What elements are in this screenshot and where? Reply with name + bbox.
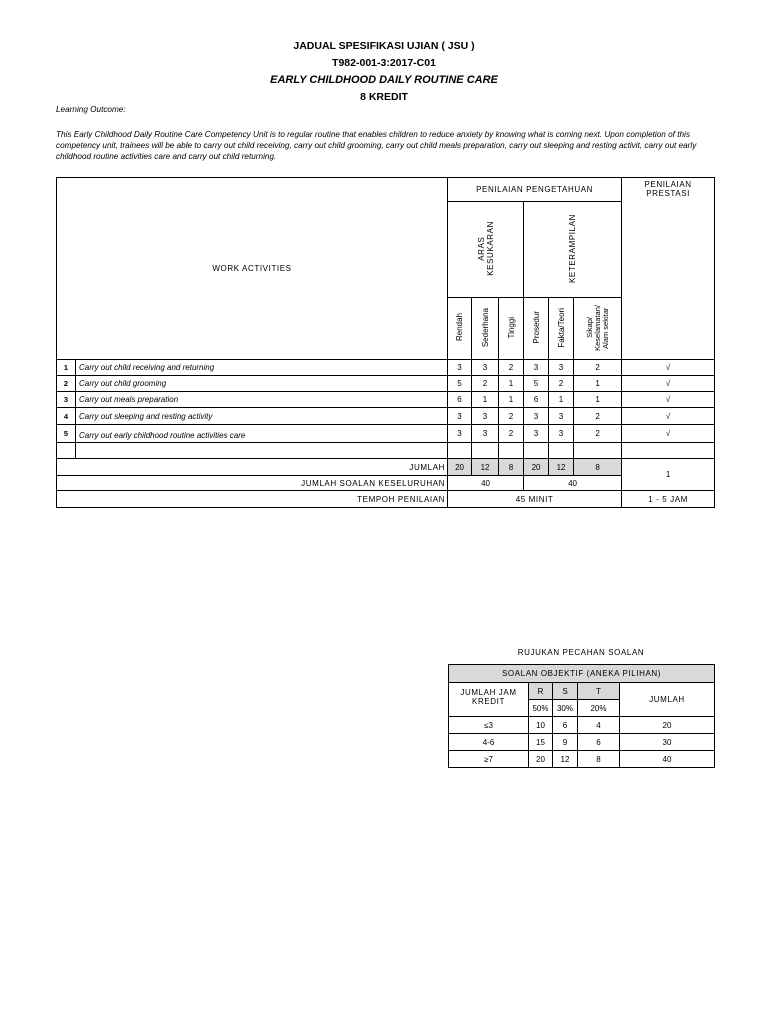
table-row: 3 Carry out meals preparation 6 1 1 6 1 1 √: [57, 392, 715, 408]
col-prosedur: Prosedur: [524, 298, 549, 360]
unit-code: T982-001-3:2017-C01: [332, 57, 436, 69]
rujukan-title: RUJUKAN PECAHAN SOALAN: [517, 648, 645, 657]
learning-outcome-text: This Early Childhood Daily Routine Care Competency Unit is to regular routine that enables children to reduce anxiety by knowing what is coming next. Upon completion of this competency unit, trainees will be able to carry out child receiving, carry out child grooming, carry out child meals preparation, carry out sleeping and resting activit, carry out early childhood routine activities care and carry out child returning.: [56, 130, 697, 161]
jumlah-row: JUMLAH 20 12 8 20 12 8 1: [57, 459, 715, 476]
rujukan-subtitle: SOALAN OBJEKTIF (ANEKA PILIHAN): [449, 665, 715, 683]
unit-title: EARLY CHILDHOOD DAILY ROUTINE CARE: [270, 74, 498, 86]
learning-outcome-label: Learning Outcome:: [56, 105, 126, 114]
empty-row: [57, 443, 715, 459]
jam-kredit-header: JUMLAH JAM KREDIT: [449, 683, 529, 717]
rujukan-table: [448, 664, 715, 768]
col-tinggi: Tinggi: [499, 298, 524, 360]
jumlah-header: JUMLAH: [620, 683, 715, 717]
tempoh-row: TEMPOH PENILAIAN 45 MINIT 1 - 5 JAM: [57, 491, 715, 508]
col-r: R: [529, 683, 553, 700]
penilaian-prestasi-header: PENILAIAN PRESTASI: [622, 178, 715, 360]
penilaian-pengetahuan-header: PENILAIAN PENGETAHUAN: [448, 178, 622, 202]
work-activities-header: WORK ACTIVITIES: [57, 178, 448, 360]
table-row: 2 Carry out child grooming 5 2 1 5 2 1 √: [57, 376, 715, 392]
table-row: 4-6 15 9 6 30: [449, 734, 715, 751]
table-row: 1 Carry out child receiving and returning 3 3 2 3 3 2 √: [57, 360, 715, 376]
table-row: 4 Carry out sleeping and resting activity 3 3 2 3 3 2 √: [57, 408, 715, 425]
jumlah-prestasi: 1: [622, 459, 715, 491]
pct-s: 30%: [553, 700, 578, 717]
col-sederhana: Sederhana: [472, 298, 499, 360]
keterampilan-header: KETERAMPILAN: [524, 202, 622, 298]
aras-kesukaran-header: ARAS KESUKARAN: [448, 202, 524, 298]
col-sikap: Sikap/ Keselamatan/ Alam sekitar: [574, 298, 622, 360]
table-row: ≤3 10 6 4 20: [449, 717, 715, 734]
jsu-table: [56, 177, 715, 508]
col-fakta-teori: Fakta/Teori: [549, 298, 574, 360]
col-s: S: [553, 683, 578, 700]
pct-t: 20%: [578, 700, 620, 717]
table-row: 5 Carry out early childhood routine activities care 3 3 2 3 3 2 √: [57, 425, 715, 443]
credit-label: 8 KREDIT: [360, 91, 408, 103]
document-title: JADUAL SPESIFIKASI UJIAN ( JSU ): [293, 40, 475, 52]
jumlah-soalan-row: JUMLAH SOALAN KESELURUHAN 40 40: [57, 476, 715, 491]
col-t: T: [578, 683, 620, 700]
col-rendah: Rendah: [448, 298, 472, 360]
pct-r: 50%: [529, 700, 553, 717]
table-row: ≥7 20 12 8 40: [449, 751, 715, 768]
